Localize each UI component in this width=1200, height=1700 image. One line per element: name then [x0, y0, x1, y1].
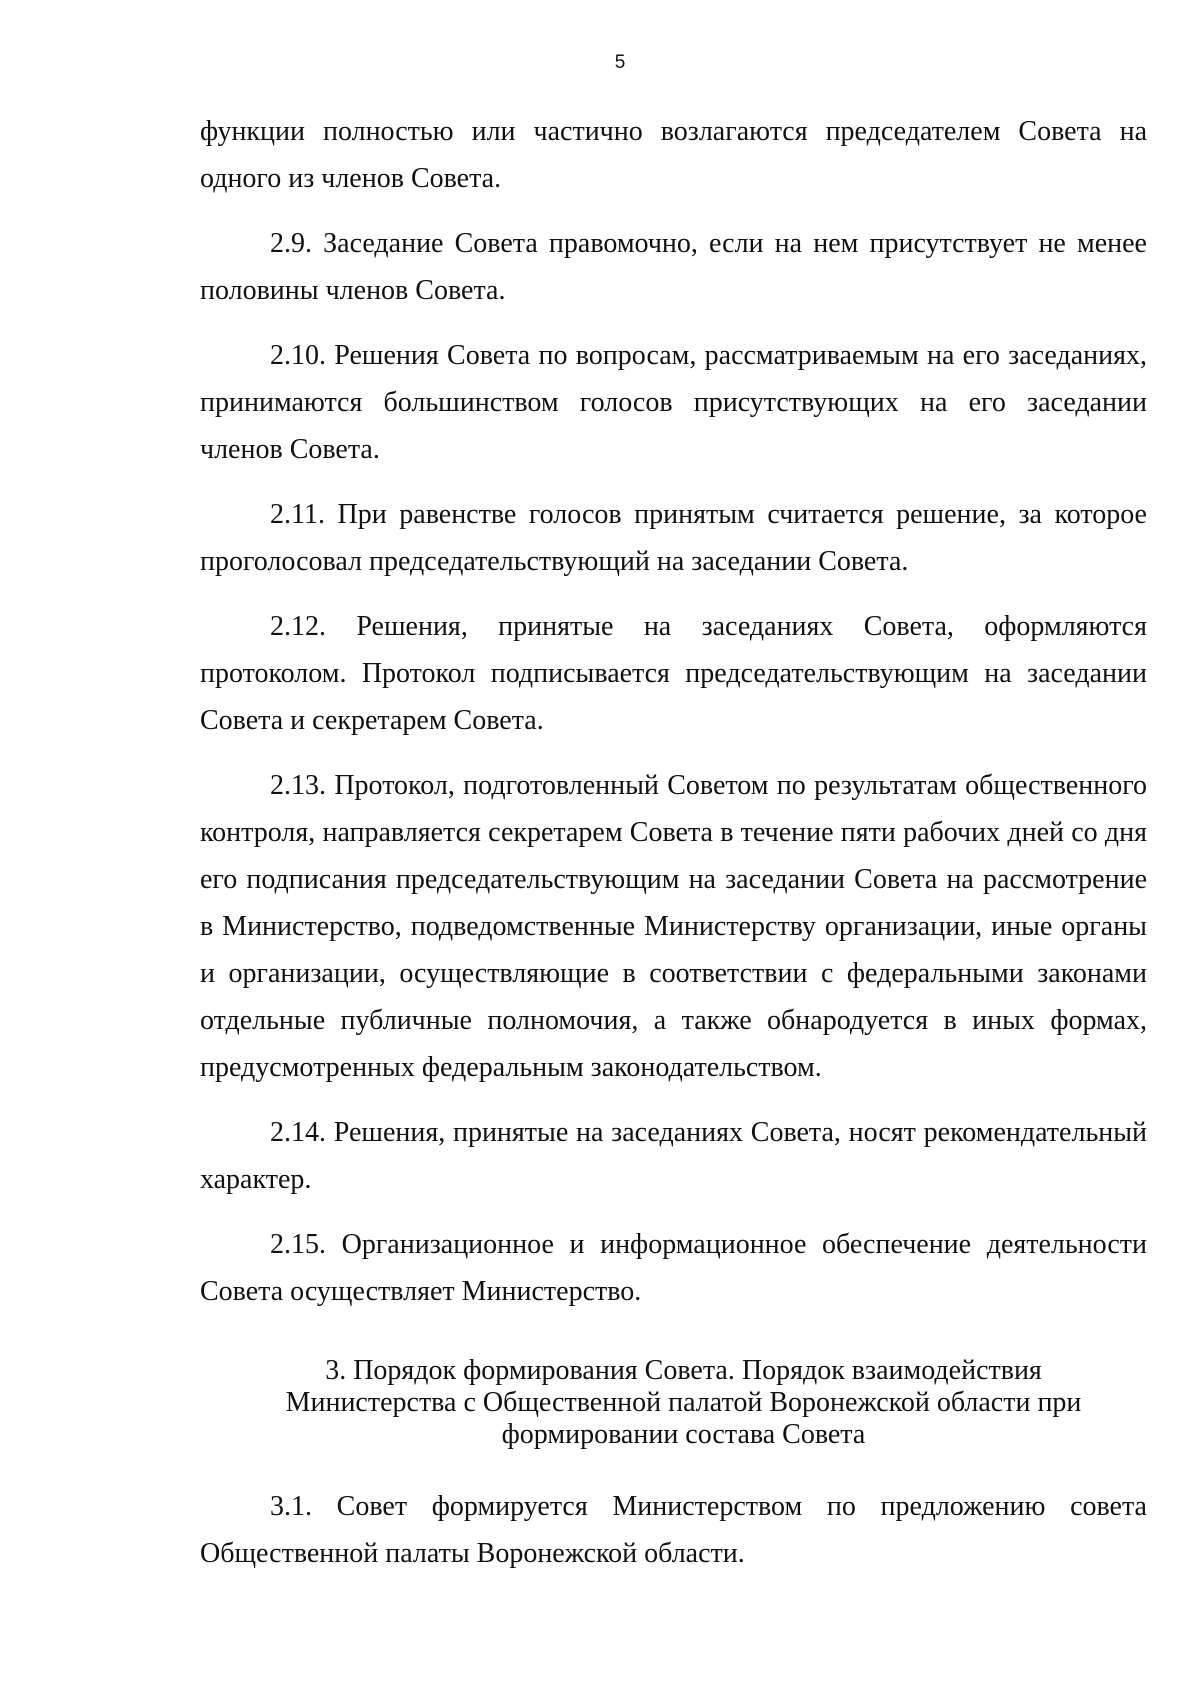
paragraph-2-13: 2.13. Протокол, подготовленный Советом по результатам общественного контроля, направляется секретарем Совета в течение пяти рабочих дней со дня его подписания председательствующим на заседании Совета на рассмотрение в Министерство, подведомственные Министерству организации, иные органы и организации, осуществляющие в соответствии с федеральными законами отдельные публичные полномочия, а также обнародуется в иных формах, предусмотренных федеральным законодательством. [200, 770, 1147, 1083]
page-number: 5 [614, 52, 626, 73]
paragraph-continuation: функции полностью или частично возлагаются председателем Совета на одного из членов Совета. [200, 116, 1147, 194]
section-heading-line: формировании состава Совета [501, 1419, 866, 1450]
paragraph-2-10: 2.10. Решения Совета по вопросам, рассматриваемым на его заседаниях, принимаются большинством голосов присутствующих на его заседании членов Совета. [200, 340, 1147, 465]
paragraph-2-14: 2.14. Решения, принятые на заседаниях Совета, носят рекомендательный характер. [200, 1117, 1147, 1195]
paragraph-3-1: 3.1. Совет формируется Министерством по предложению совета Общественной палаты Воронежской области. [200, 1491, 1147, 1569]
section-3-heading [200, 1355, 1147, 1451]
paragraph-2-11: 2.11. При равенстве голосов принятым считается решение, за которое проголосовал председательствующий на заседании Совета. [200, 499, 1147, 577]
section-heading-line: Министерства с Общественной палатой Воронежской области при [285, 1387, 1082, 1418]
paragraph-2-15: 2.15. Организационное и информационное обеспечение деятельности Совета осуществляет Министерство. [200, 1229, 1147, 1307]
document-body [200, 108, 1147, 1595]
paragraph-2-12: 2.12. Решения, принятые на заседаниях Совета, оформляются протоколом. Протокол подписывается председательствующим на заседании Совета и секретарем Совета. [200, 611, 1147, 736]
section-heading-line: 3. Порядок формирования Совета. Порядок взаимодействия [325, 1355, 1042, 1386]
paragraph-2-9: 2.9. Заседание Совета правомочно, если на нем присутствует не менее половины членов Совета. [200, 228, 1147, 306]
